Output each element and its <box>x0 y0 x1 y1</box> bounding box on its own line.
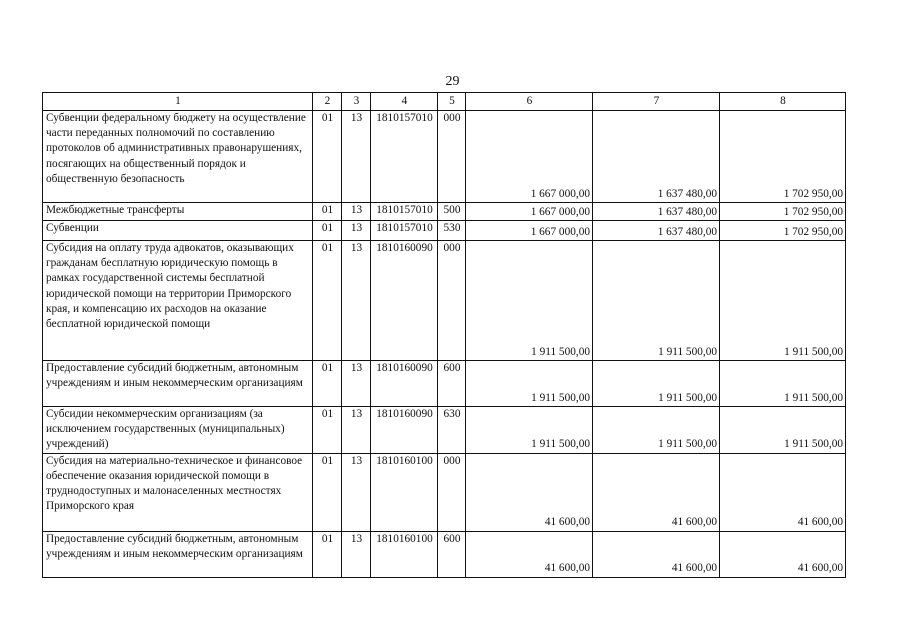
table-row <box>43 361 846 407</box>
column-header: 2 <box>313 93 342 111</box>
row-target-code: 1810160100 <box>371 531 438 577</box>
row-expense-type-code: 600 <box>438 531 466 577</box>
table-row <box>43 241 846 361</box>
table-row <box>43 453 846 531</box>
row-expense-type-code: 000 <box>438 453 466 531</box>
row-value-col6: 41 600,00 <box>466 531 593 577</box>
row-section-code: 01 <box>313 407 342 454</box>
row-subsection-code: 13 <box>342 203 371 221</box>
row-subsection-code: 13 <box>342 361 371 407</box>
row-section-code: 01 <box>313 453 342 531</box>
row-value-col8: 41 600,00 <box>720 453 846 531</box>
table-row <box>43 531 846 577</box>
row-value-col8: 1 911 500,00 <box>720 407 846 454</box>
row-expense-type-code: 530 <box>438 221 466 241</box>
table-row <box>43 203 846 221</box>
row-expense-type-code: 500 <box>438 203 466 221</box>
row-value-col6: 1 667 000,00 <box>466 221 593 241</box>
row-section-code: 01 <box>313 361 342 407</box>
table-row <box>43 407 846 454</box>
row-value-col6: 1 667 000,00 <box>466 111 593 203</box>
table-row <box>43 111 846 203</box>
row-value-col7: 1 911 500,00 <box>593 407 720 454</box>
row-value-col7: 1 637 480,00 <box>593 111 720 203</box>
row-target-code: 1810157010 <box>371 111 438 203</box>
row-subsection-code: 13 <box>342 531 371 577</box>
row-expense-type-code: 630 <box>438 407 466 454</box>
row-name: Предоставление субсидий бюджетным, автономным учреждениям и иным некоммерческим организациям <box>43 531 313 577</box>
row-value-col7: 41 600,00 <box>593 453 720 531</box>
row-value-col8: 1 702 950,00 <box>720 111 846 203</box>
column-header: 6 <box>466 93 593 111</box>
row-name: Субвенции федеральному бюджету на осуществление части переданных полномочий по составлению протоколов об административных правонарушениях, посягающих на общественный порядок и общественную безопасность <box>43 111 313 203</box>
row-value-col8: 1 702 950,00 <box>720 203 846 221</box>
row-value-col8: 41 600,00 <box>720 531 846 577</box>
row-section-code: 01 <box>313 221 342 241</box>
row-target-code: 1810157010 <box>371 203 438 221</box>
row-name: Предоставление субсидий бюджетным, автономным учреждениям и иным некоммерческим организациям <box>43 361 313 407</box>
row-value-col7: 1 637 480,00 <box>593 221 720 241</box>
row-value-col6: 1 911 500,00 <box>466 361 593 407</box>
row-target-code: 1810160090 <box>371 407 438 454</box>
column-header: 7 <box>593 93 720 111</box>
table-header-row <box>43 93 846 111</box>
budget-table <box>42 92 846 578</box>
row-value-col7: 41 600,00 <box>593 531 720 577</box>
row-value-col7: 1 911 500,00 <box>593 241 720 361</box>
column-header: 5 <box>438 93 466 111</box>
row-value-col8: 1 911 500,00 <box>720 361 846 407</box>
column-header: 8 <box>720 93 846 111</box>
column-header: 1 <box>43 93 313 111</box>
row-value-col7: 1 637 480,00 <box>593 203 720 221</box>
row-target-code: 1810157010 <box>371 221 438 241</box>
row-section-code: 01 <box>313 111 342 203</box>
table-row <box>43 221 846 241</box>
row-value-col6: 1 667 000,00 <box>466 203 593 221</box>
row-section-code: 01 <box>313 531 342 577</box>
row-name: Межбюджетные трансферты <box>43 203 313 221</box>
row-name: Субвенции <box>43 221 313 241</box>
row-name: Субсидии некоммерческим организациям (за исключением государственных (муниципальных) учреждений) <box>43 407 313 454</box>
row-section-code: 01 <box>313 203 342 221</box>
page-number: 29 <box>445 74 460 89</box>
row-expense-type-code: 000 <box>438 111 466 203</box>
row-name: Субсидия на материально-техническое и финансовое обеспечение оказания юридической помощи в труднодоступных и малонаселенных местностях Приморского края <box>43 453 313 531</box>
row-target-code: 1810160090 <box>371 361 438 407</box>
row-expense-type-code: 600 <box>438 361 466 407</box>
row-subsection-code: 13 <box>342 407 371 454</box>
row-value-col6: 1 911 500,00 <box>466 241 593 361</box>
row-subsection-code: 13 <box>342 241 371 361</box>
row-subsection-code: 13 <box>342 221 371 241</box>
row-value-col8: 1 702 950,00 <box>720 221 846 241</box>
row-subsection-code: 13 <box>342 453 371 531</box>
column-header: 4 <box>371 93 438 111</box>
row-value-col6: 1 911 500,00 <box>466 407 593 454</box>
row-expense-type-code: 000 <box>438 241 466 361</box>
row-target-code: 1810160100 <box>371 453 438 531</box>
row-name: Субсидия на оплату труда адвокатов, оказывающих гражданам бесплатную юридическую помощь в рамках государственной системы бесплатной юридической помощи на территории Приморского края, и компенсацию их расходов на оказание бесплатной юридической помощи <box>43 241 313 361</box>
row-target-code: 1810160090 <box>371 241 438 361</box>
column-header: 3 <box>342 93 371 111</box>
row-value-col8: 1 911 500,00 <box>720 241 846 361</box>
row-section-code: 01 <box>313 241 342 361</box>
row-subsection-code: 13 <box>342 111 371 203</box>
row-value-col6: 41 600,00 <box>466 453 593 531</box>
row-value-col7: 1 911 500,00 <box>593 361 720 407</box>
